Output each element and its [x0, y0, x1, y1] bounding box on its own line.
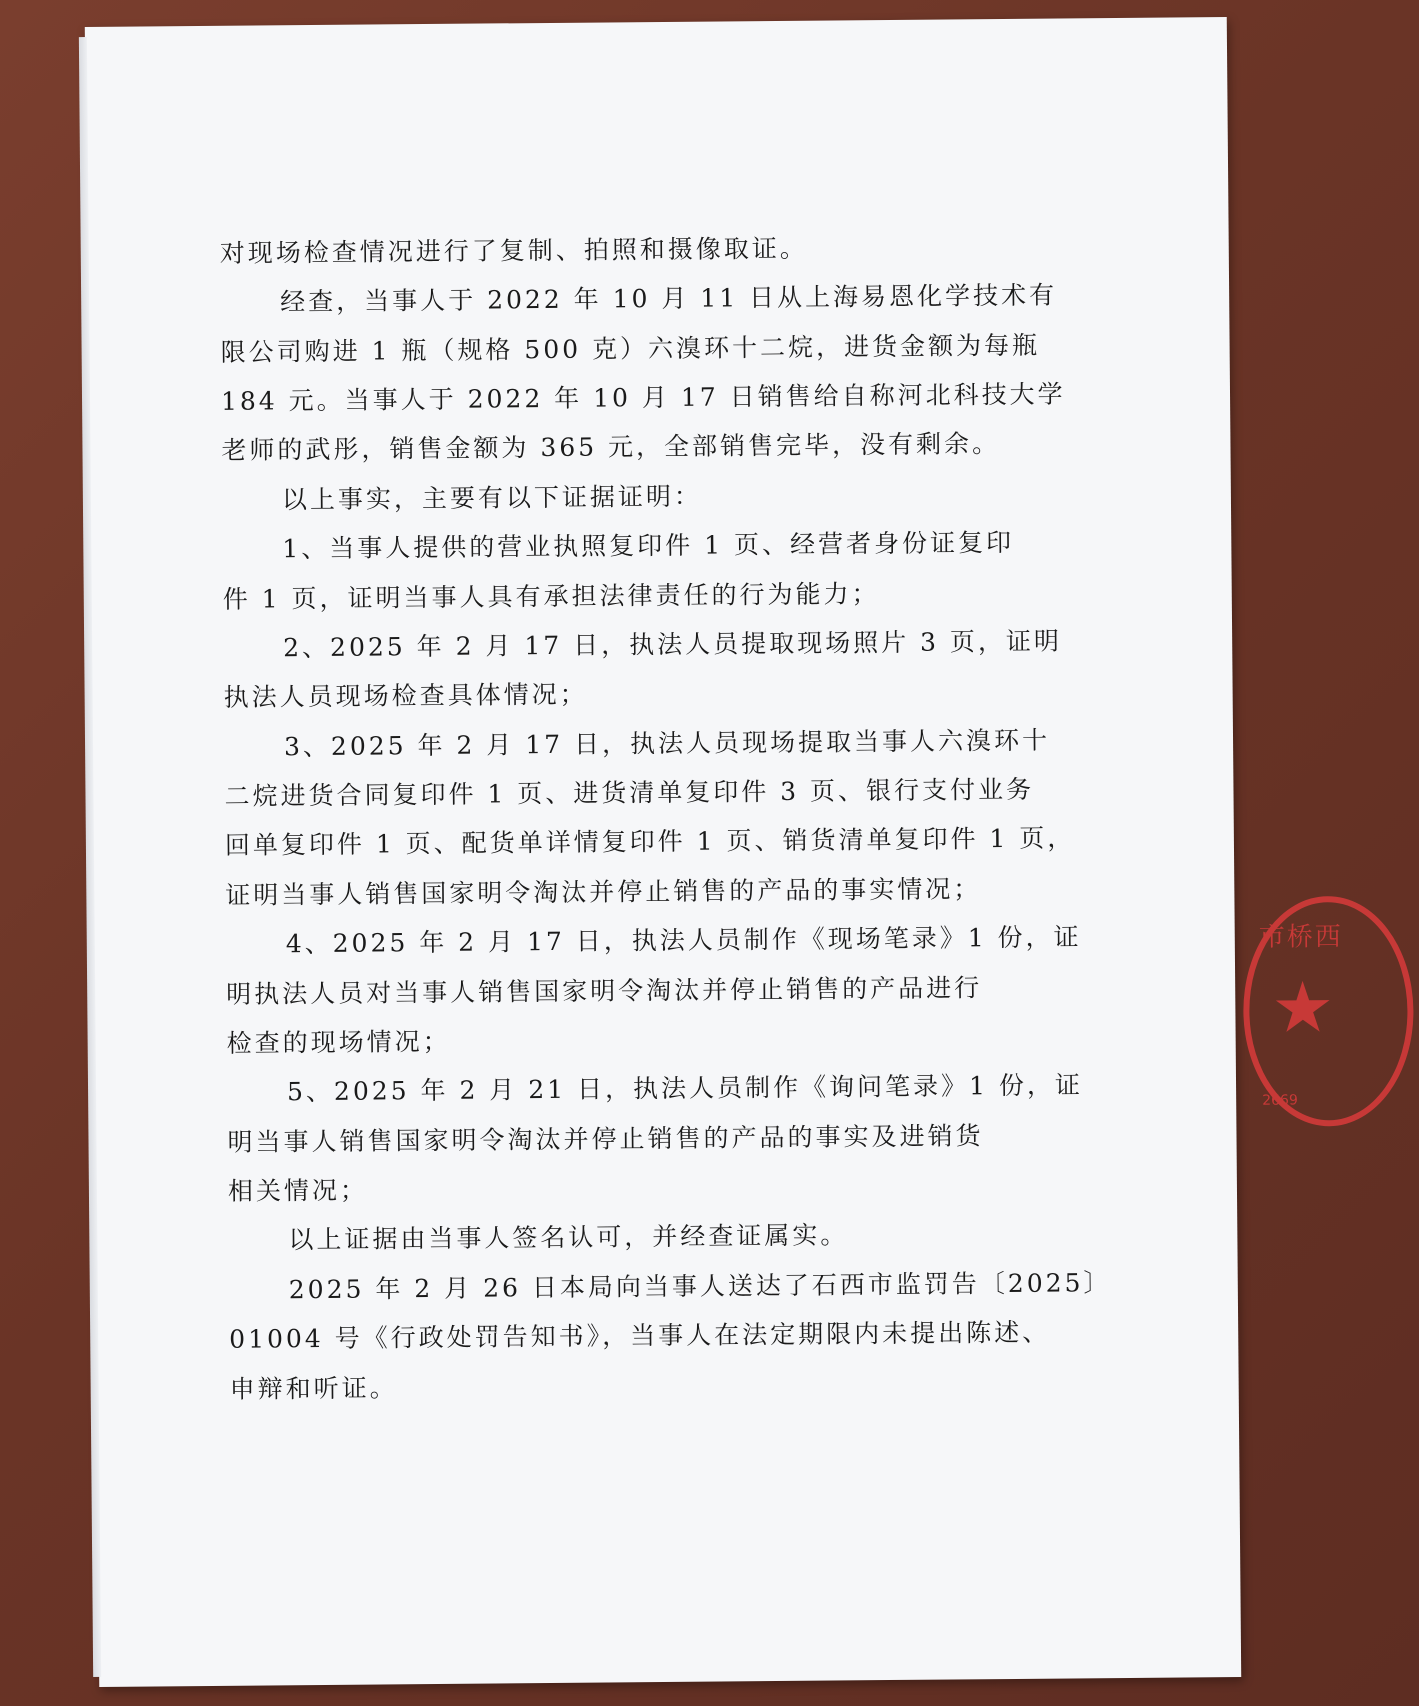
text-line: 对现场检查情况进行了复制、拍照和摄像取证。 [219, 233, 808, 268]
text-line: 以上证据由当事人签名认可，并经查证属实。 [288, 1220, 849, 1255]
text-line: 件 1 页，证明当事人具有承担法律责任的行为能力； [222, 579, 880, 614]
star-icon: ★ [1271, 966, 1335, 1049]
text-line: 检查的现场情况； [226, 1026, 451, 1058]
text-line: 经查，当事人于 2022 年 10 月 11 日从上海易恩化学技术有 [280, 280, 1058, 317]
text-line: 老师的武彤，销售金额为 365 元，全部销售完毕，没有剩余。 [221, 429, 1001, 465]
text-line: 申辩和听证。 [229, 1373, 398, 1404]
text-line: 3、2025 年 2 月 17 日，执法人员现场提取当事人六溴环十 [283, 725, 1051, 762]
text-line: 以上事实，主要有以下证据证明： [281, 481, 703, 515]
seal-text: 市桥西 [1258, 922, 1343, 953]
text-line: 明执法人员对当事人销售国家明令淘汰并停止销售的产品进行 [226, 973, 983, 1009]
text-line: 5、2025 年 2 月 21 日，执法人员制作《询问笔录》1 份，证 [286, 1070, 1084, 1107]
text-line: 2、2025 年 2 月 17 日，执法人员提取现场照片 3 页，证明 [283, 626, 1063, 663]
text-line: 4、2025 年 2 月 17 日，执法人员制作《现场笔录》1 份，证 [285, 922, 1082, 959]
text-line: 限公司购进 1 瓶（规格 500 克）六溴环十二烷，进货金额为每瓶 [220, 330, 1041, 367]
document-page [85, 17, 1343, 1687]
text-line: 二烷进货合同复印件 1 页、进货清单复印件 3 页、银行支付业务 [224, 774, 1035, 811]
text-line: 2025 年 2 月 26 日本局向当事人送达了石西市监罚告〔2025〕 [288, 1268, 1112, 1305]
official-seal-stamp [1242, 895, 1414, 1126]
text-line: 01004 号《行政处罚告知书》，当事人在法定期限内未提出陈述、 [229, 1317, 1051, 1354]
text-line: 证明当事人销售国家明令淘汰并停止销售的产品的事实情况； [225, 874, 982, 910]
document-body [219, 228, 1170, 1404]
text-line: 回单复印件 1 页、配货单详情复印件 1 页、销货清单复印件 1 页， [224, 823, 1076, 860]
text-line: 184 元。当事人于 2022 年 10 月 17 日销售给自称河北科技大学 [220, 379, 1066, 416]
text-line: 执法人员现场检查具体情况； [223, 679, 588, 712]
text-line: 相关情况； [227, 1175, 369, 1206]
text-line: 明当事人销售国家明令淘汰并停止销售的产品的事实及进销货 [227, 1121, 984, 1157]
text-line: 1、当事人提供的营业执照复印件 1 页、经营者身份证复印 [282, 527, 1015, 564]
seal-number: 2669 [1262, 1092, 1298, 1109]
